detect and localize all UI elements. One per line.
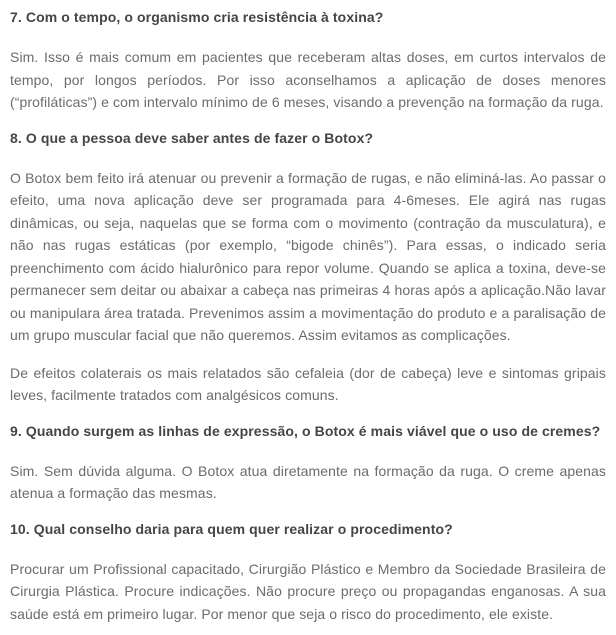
answer-paragraph-9-1: Sim. Sem dúvida alguma. O Botox atua diretamente na formação da ruga. O creme apenas atenua a formação das mesmas. — [10, 462, 606, 501]
faq-item-7 — [10, 8, 606, 114]
faq-item-10 — [10, 520, 606, 626]
answer-paragraph-7-1: Sim. Isso é mais comum em pacientes que receberam altas doses, em curtos intervalos de tempo, por longos períodos. Por isso aconselhamos a aplicação de doses menores (“profiláticas”) e com intervalo mínimo de 6 meses, visando a prevenção na formação da ruga. — [10, 49, 606, 110]
faq-item-9 — [10, 422, 606, 505]
faq-item-8 — [10, 129, 606, 407]
question-heading-10: 10. Qual conselho daria para quem quer realizar o procedimento? — [10, 520, 453, 537]
question-heading-8: 8. O que a pessoa deve saber antes de fazer o Botox? — [10, 129, 374, 146]
question-heading-7: 7. Com o tempo, o organismo cria resistência à toxina? — [10, 9, 384, 25]
answer-paragraph-8-1: O Botox bem feito irá atenuar ou prevenir a formação de rugas, e não eliminá-las. Ao passar o efeito, uma nova aplicação deve ser programada para 4-6meses. Ele agirá nas rugas dinâmicas, ou seja, naquelas que se forma com o movimento (contração da musculatura), e não nas rugas estáticas (por exemplo, “bigode chinês”). Para essas, o indicado seria preenchimento com ácido hialurônico para repor volume. Quando se aplica a toxina, deve-se permanecer sem deitar ou abaixar a cabeça nas primeiras 4 horas após a aplicação.Não lavar ou manipulara área tratada. Prevenimos assim a movimentação do produto e a paralisação de um grupo muscular facial que não queremos. Assim evitamos as complicações. — [10, 169, 606, 343]
answer-paragraph-10-1: Procurar um Profissional capacitado, Cirurgião Plástico e Membro da Sociedade Brasileira de Cirurgia Plástica. Procure indicações. Não procure preço ou propagandas enganosas. A sua saúde está em primeiro lugar. Por menor que seja o risco do procedimento, ele existe. — [10, 560, 606, 622]
answer-paragraph-8-2: De efeitos colaterais os mais relatados são cefaleia (dor de cabeça) leve e sintomas gripais leves, facilmente tratados com analgésicos comuns. — [10, 364, 606, 403]
question-heading-9: 9. Quando surgem as linhas de expressão, o Botox é mais viável que o uso de cremes? — [10, 422, 601, 439]
